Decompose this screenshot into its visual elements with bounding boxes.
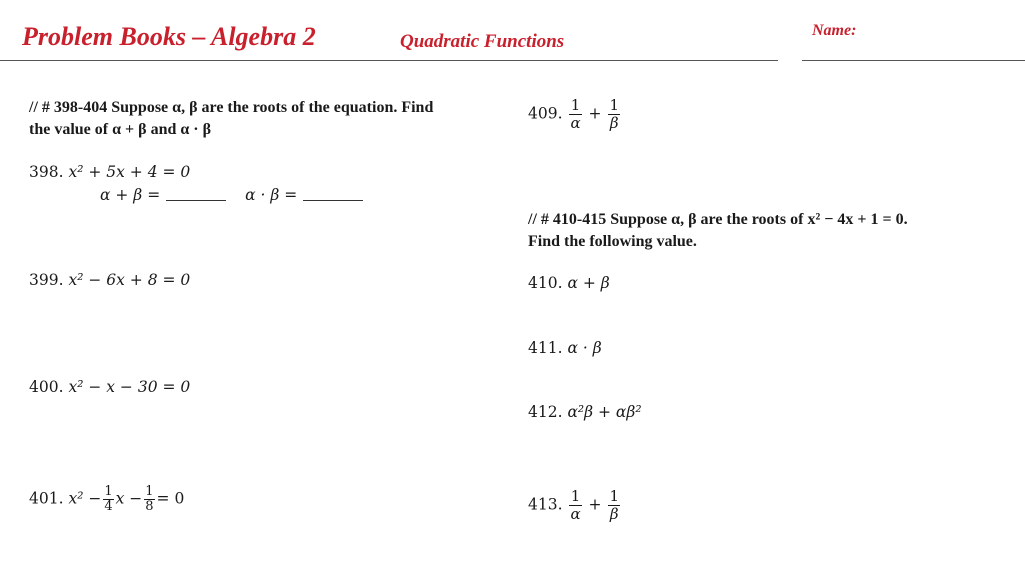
left-instruction-line1: // # 398-404 Suppose α, β are the roots of the equation. Find (29, 99, 434, 116)
equation: x² − 6x + 8 = 0 (68, 271, 191, 289)
equation-x2: x² − (68, 489, 102, 508)
expression: α · β (567, 339, 602, 357)
left-instruction-line2: the value of α + β and α · β (29, 121, 212, 138)
plus-sign: + (588, 104, 602, 123)
fraction: $\frac{1}{\beta}$ (609, 487, 620, 523)
problem-413 (528, 488, 622, 523)
equation-end: = 0 (156, 489, 185, 508)
left-instruction (29, 97, 433, 141)
problem-409 (528, 97, 622, 132)
problem-398-answers (100, 186, 363, 204)
fraction: $\frac{1}{\alpha}$ (570, 487, 581, 523)
problem-number: 413. (528, 495, 563, 514)
problem-411 (528, 339, 602, 357)
problem-number: 412. (528, 403, 563, 421)
problem-401 (29, 485, 184, 514)
topic-title: Quadratic Functions (400, 31, 565, 52)
problem-number: 398. (29, 163, 64, 181)
expression: α + β (567, 274, 610, 292)
right-instruction (528, 209, 908, 253)
page-title: Problem Books – Algebra 2 (22, 22, 316, 51)
equation: x² − x − 30 = 0 (68, 378, 191, 396)
header-rule-left (0, 60, 778, 61)
problem-398 (29, 163, 190, 181)
fraction: $\frac{1}{4}$ (104, 484, 113, 514)
fraction: $\frac{1}{\beta}$ (609, 96, 620, 132)
fraction: $\frac{1}{\alpha}$ (570, 96, 581, 132)
problem-number: 399. (29, 271, 64, 289)
equation-mid: x − (115, 489, 143, 508)
expression: α²β + αβ² (567, 403, 642, 421)
product-blank[interactable] (303, 199, 363, 201)
problem-399 (29, 271, 190, 289)
problem-400 (29, 378, 190, 396)
problem-412 (528, 403, 642, 421)
problem-number: 401. (29, 489, 64, 508)
problem-number: 409. (528, 104, 563, 123)
sum-blank[interactable] (166, 199, 226, 201)
problem-number: 411. (528, 339, 563, 357)
equation: x² + 5x + 4 = 0 (68, 163, 191, 181)
problem-number: 400. (29, 378, 64, 396)
plus-sign: + (588, 495, 602, 514)
sum-label: α + β = (100, 186, 161, 204)
fraction: $\frac{1}{8}$ (145, 484, 154, 514)
name-label: Name: (812, 22, 857, 39)
product-label: α · β = (245, 186, 298, 204)
problem-410 (528, 274, 610, 292)
right-instruction-line2: Find the following value. (528, 233, 697, 250)
header-rule-right (802, 60, 1025, 61)
right-instruction-line1: // # 410-415 Suppose α, β are the roots of x² − 4x + 1 = 0. (528, 211, 908, 228)
problem-number: 410. (528, 274, 563, 292)
